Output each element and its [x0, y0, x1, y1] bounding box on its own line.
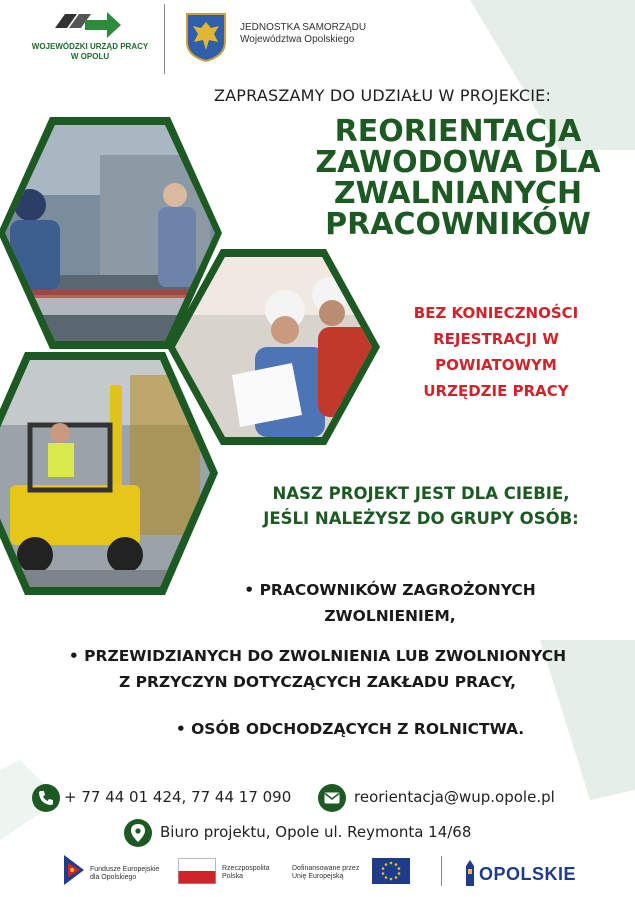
target-line-2: JEŚLI NALEŻYSZ DO GRUPY OSÓB: [263, 509, 579, 528]
red-note-line-4: URZĘDZIE PRACY [423, 382, 569, 400]
rp-label-line1: Rzeczpospolita [222, 865, 270, 872]
opolskie-label: OPOLSKIE [479, 864, 577, 884]
target-line-1: NASZ PROJEKT JEST DLA CIEBIE, [272, 484, 570, 503]
wup-arrow-icon [55, 10, 125, 40]
red-note-line-3: POWIATOWYM [435, 356, 557, 374]
office-address: Biuro projektu, Opole ul. Reymonta 14/68 [160, 823, 472, 841]
eu-label-line1: Dofinansowane przez [292, 865, 360, 872]
rp-label-line2: Polska [222, 873, 244, 880]
bullet-item-2 [10, 643, 625, 695]
red-note-line-2: REJESTRACJI W [433, 330, 559, 348]
bullet-1-line-2: ZWOLNIENIEM, [324, 607, 456, 625]
bullet-2-line-2: Z PRZYCZYN DOTYCZĄCYCH ZAKŁADU PRACY, [119, 673, 516, 691]
photo-engineers [170, 255, 380, 445]
bullet-3-line-1: • OSÓB ODCHODZĄCYCH Z ROLNICTWA. [175, 720, 525, 738]
coat-of-arms-icon [185, 12, 227, 62]
rp-logo [178, 858, 288, 888]
bullet-item-3 [100, 716, 600, 742]
polish-flag-icon [178, 858, 216, 884]
header-divider [164, 4, 165, 74]
bullet-1-line-1: • PRACOWNIKÓW ZAGROŻONYCH [244, 581, 536, 599]
email-address[interactable]: reorientacja@wup.opole.pl [354, 788, 555, 806]
red-note-line-1: BEZ KONIECZNOŚCI [413, 304, 579, 322]
jst-label-line1: JEDNOSTKA SAMORZĄDU [240, 22, 367, 33]
intro-text: ZAPRASZAMY DO UDZIAŁU W PROJEKCIE: [214, 86, 552, 105]
wup-label-line2: W OPOLU [70, 52, 110, 61]
title-line-3: ZWALNIANYCH [333, 176, 583, 211]
location-icon [124, 819, 152, 847]
registration-note [380, 300, 612, 404]
fe-logo [64, 855, 174, 889]
opolskie-tower-icon [464, 860, 476, 886]
wup-label-line1: WOJEWÓDZKI URZĄD PRACY [31, 42, 149, 51]
fe-label-line2: dla Opolskiego [90, 874, 137, 881]
title-line-4: PRACOWNIKÓW [325, 207, 591, 242]
title-line-1: REORIENTACJA [334, 114, 582, 149]
phone-icon [32, 784, 60, 812]
eu-flag-icon [372, 858, 410, 884]
phone-numbers[interactable]: + 77 44 01 424, 77 44 17 090 [64, 788, 292, 806]
email-icon [318, 784, 346, 812]
photo-forklift [0, 355, 220, 595]
bullet-item-1 [180, 577, 600, 629]
eu-logo [292, 858, 422, 888]
eu-label-line2: Unię Europejską [292, 873, 344, 880]
wup-logo [30, 10, 150, 65]
fe-star-icon [64, 855, 88, 885]
opolskie-logo [464, 858, 594, 888]
footer-divider [441, 856, 442, 886]
fe-label-line1: Fundusze Europejskie [90, 866, 160, 873]
jst-label-line2: Województwa Opolskiego [240, 34, 355, 45]
bullet-2-line-1: • PRZEWIDZIANYCH DO ZWOLNIENIA LUB ZWOLNIONYCH [68, 647, 567, 665]
title-line-2: ZAWODOWA DLA [315, 145, 601, 180]
target-group-heading [216, 481, 626, 531]
